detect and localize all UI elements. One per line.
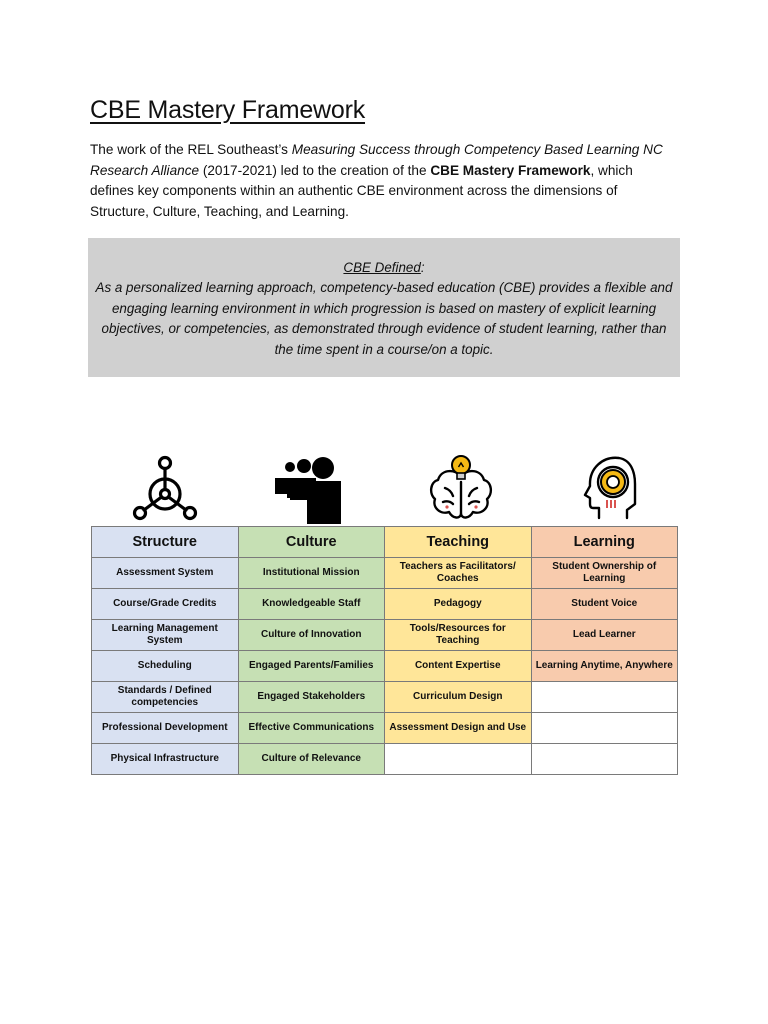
table-cell: Lead Learner [531,620,678,651]
table-cell: Knowledgeable Staff [238,589,385,620]
table-cell: Culture of Relevance [238,744,385,775]
table-row [92,558,678,589]
table-cell: Scheduling [92,651,239,682]
intro-paragraph [90,140,680,222]
table-cell-empty [531,682,678,713]
table-cell: Content Expertise [385,651,532,682]
table-cell: Institutional Mission [238,558,385,589]
table-cell-empty [531,713,678,744]
table-header-row [92,527,678,558]
table-cell: Curriculum Design [385,682,532,713]
table-cell: Learning Anytime, Anywhere [531,651,678,682]
table-row [92,651,678,682]
table-cell: Student Ownership of Learning [531,558,678,589]
cbe-definition-box [88,238,680,377]
table-cell-empty [385,744,532,775]
table-cell: Engaged Stakeholders [238,682,385,713]
table-cell: Physical Infrastructure [92,744,239,775]
intro-text: The work of the REL Southeast’s [90,142,292,157]
definition-heading [94,258,674,278]
table-cell-empty [531,744,678,775]
header-learning: Learning [531,527,678,558]
table-row [92,682,678,713]
header-culture: Culture [238,527,385,558]
table-cell: Tools/Resources for Teaching [385,620,532,651]
robot-head-icon [569,452,645,524]
table-cell: Learning Management System [92,620,239,651]
table-cell: Standards / Defined competencies [92,682,239,713]
header-teaching: Teaching [385,527,532,558]
definition-text: As a personalized learning approach, competency-based education (CBE) provides a flexible and engaging learning environment in which progression is based on mastery of explicit learning objectives, or competencies, as demonstrated through evidence of student learning, rather than the time spent in a course/on a topic. [95,280,673,357]
page-title: CBE Mastery Framework [90,96,366,124]
table-cell: Assessment System [92,558,239,589]
intro-text: (2017-2021) led to the creation of the [199,162,431,178]
table-cell: Student Voice [531,589,678,620]
table-cell: Culture of Innovation [238,620,385,651]
people-group-icon [273,452,349,524]
table-cell: Assessment Design and Use [385,713,532,744]
table-cell: Teachers as Facilitators/ Coaches [385,558,532,589]
table-cell: Effective Communications [238,713,385,744]
network-hub-icon [127,452,203,524]
table-row [92,713,678,744]
table-cell: Engaged Parents/Families [238,651,385,682]
intro-text: , which defines key components within an authentic CBE environment across the dimensions of Structure, Culture, Teaching, and Learning. [90,162,633,219]
brain-lightbulb-icon [423,452,499,524]
table-row [92,620,678,651]
table-cell: Pedagogy [385,589,532,620]
dimension-icons [91,452,678,524]
framework-name: CBE Mastery Framework [430,162,591,178]
definition-heading-colon: : [420,260,425,275]
table-cell: Course/Grade Credits [92,589,239,620]
table-cell: Professional Development [92,713,239,744]
header-structure: Structure [92,527,239,558]
table-row [92,744,678,775]
table-row [92,589,678,620]
definition-heading-text: CBE Defined [343,260,421,275]
framework-table [91,526,678,775]
alliance-name: Measuring Success through Competency Based Learning NC Research Alliance [90,142,663,178]
